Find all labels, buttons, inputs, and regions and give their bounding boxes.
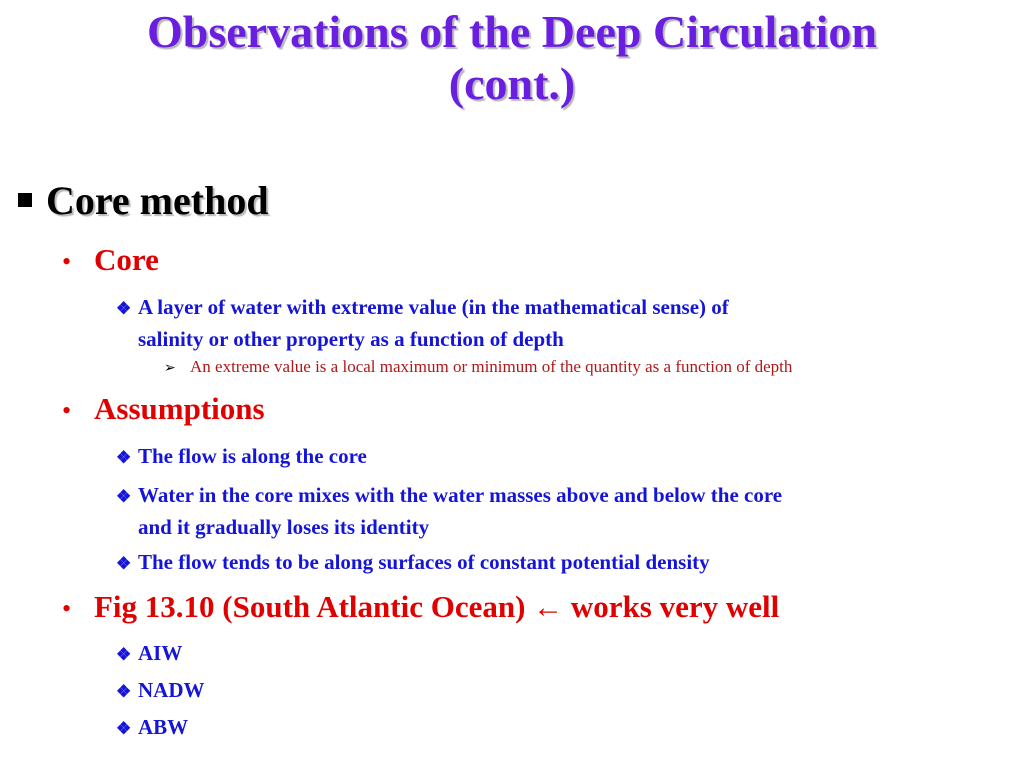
item-text-line-1: A layer of water with extreme value (in the mathematical sense) of <box>138 295 729 319</box>
list-item <box>116 675 205 707</box>
diamond-bullet-icon: ❖ <box>116 645 132 664</box>
square-bullet-icon <box>18 193 32 207</box>
arrowhead-bullet-icon: ➢ <box>164 361 176 376</box>
diamond-bullet-icon: ❖ <box>116 487 132 506</box>
item-text-line-1: NADW <box>138 678 205 702</box>
title-line-1: Observations of the Deep Circulation <box>146 6 877 57</box>
item-text-line-1: The flow is along the core <box>138 444 367 468</box>
list-item <box>116 712 188 744</box>
item-text-line-1: ABW <box>138 715 189 739</box>
title-line-2: (cont.) <box>448 58 576 109</box>
diamond-bullet-icon: ❖ <box>116 448 132 467</box>
list-item <box>116 480 782 542</box>
dot-bullet-icon: • <box>62 396 72 425</box>
dot-bullet-icon: • <box>62 247 72 276</box>
section-assumptions <box>62 391 265 427</box>
sub-list-item <box>164 357 792 377</box>
heading-label: Core method <box>46 178 269 223</box>
list-item <box>116 547 710 579</box>
dot-bullet-icon: • <box>62 594 72 623</box>
item-text-line-2: salinity or other property as a function of depth <box>138 327 564 351</box>
item-text-line-1: Water in the core mixes with the water masses above and below the core <box>138 483 783 507</box>
item-text-line-1: The flow tends to be along surfaces of constant potential density <box>138 550 710 574</box>
section-label-part-2: works very well <box>570 589 780 624</box>
section-core <box>62 242 159 278</box>
item-text-line-2: and it gradually loses its identity <box>138 515 430 539</box>
item-text-line-1: AIW <box>138 641 183 665</box>
list-item <box>116 441 367 473</box>
section-label: Assumptions <box>94 391 265 426</box>
diamond-bullet-icon: ❖ <box>116 682 132 701</box>
section-label-part-1: Fig 13.10 (South Atlantic Ocean) <box>94 589 526 624</box>
section-label: Core <box>94 242 159 277</box>
slide-title <box>40 6 984 110</box>
diamond-bullet-icon: ❖ <box>116 719 132 738</box>
list-item <box>116 292 729 354</box>
subitem-text: An extreme value is a local maximum or minimum of the quantity as a function of depth <box>190 357 793 376</box>
list-item <box>116 638 182 670</box>
section-fig-13-10 <box>62 589 779 625</box>
diamond-bullet-icon: ❖ <box>116 554 132 573</box>
heading-core-method <box>16 177 269 224</box>
diamond-bullet-icon: ❖ <box>116 299 132 318</box>
left-arrow-icon: ← <box>533 591 564 624</box>
